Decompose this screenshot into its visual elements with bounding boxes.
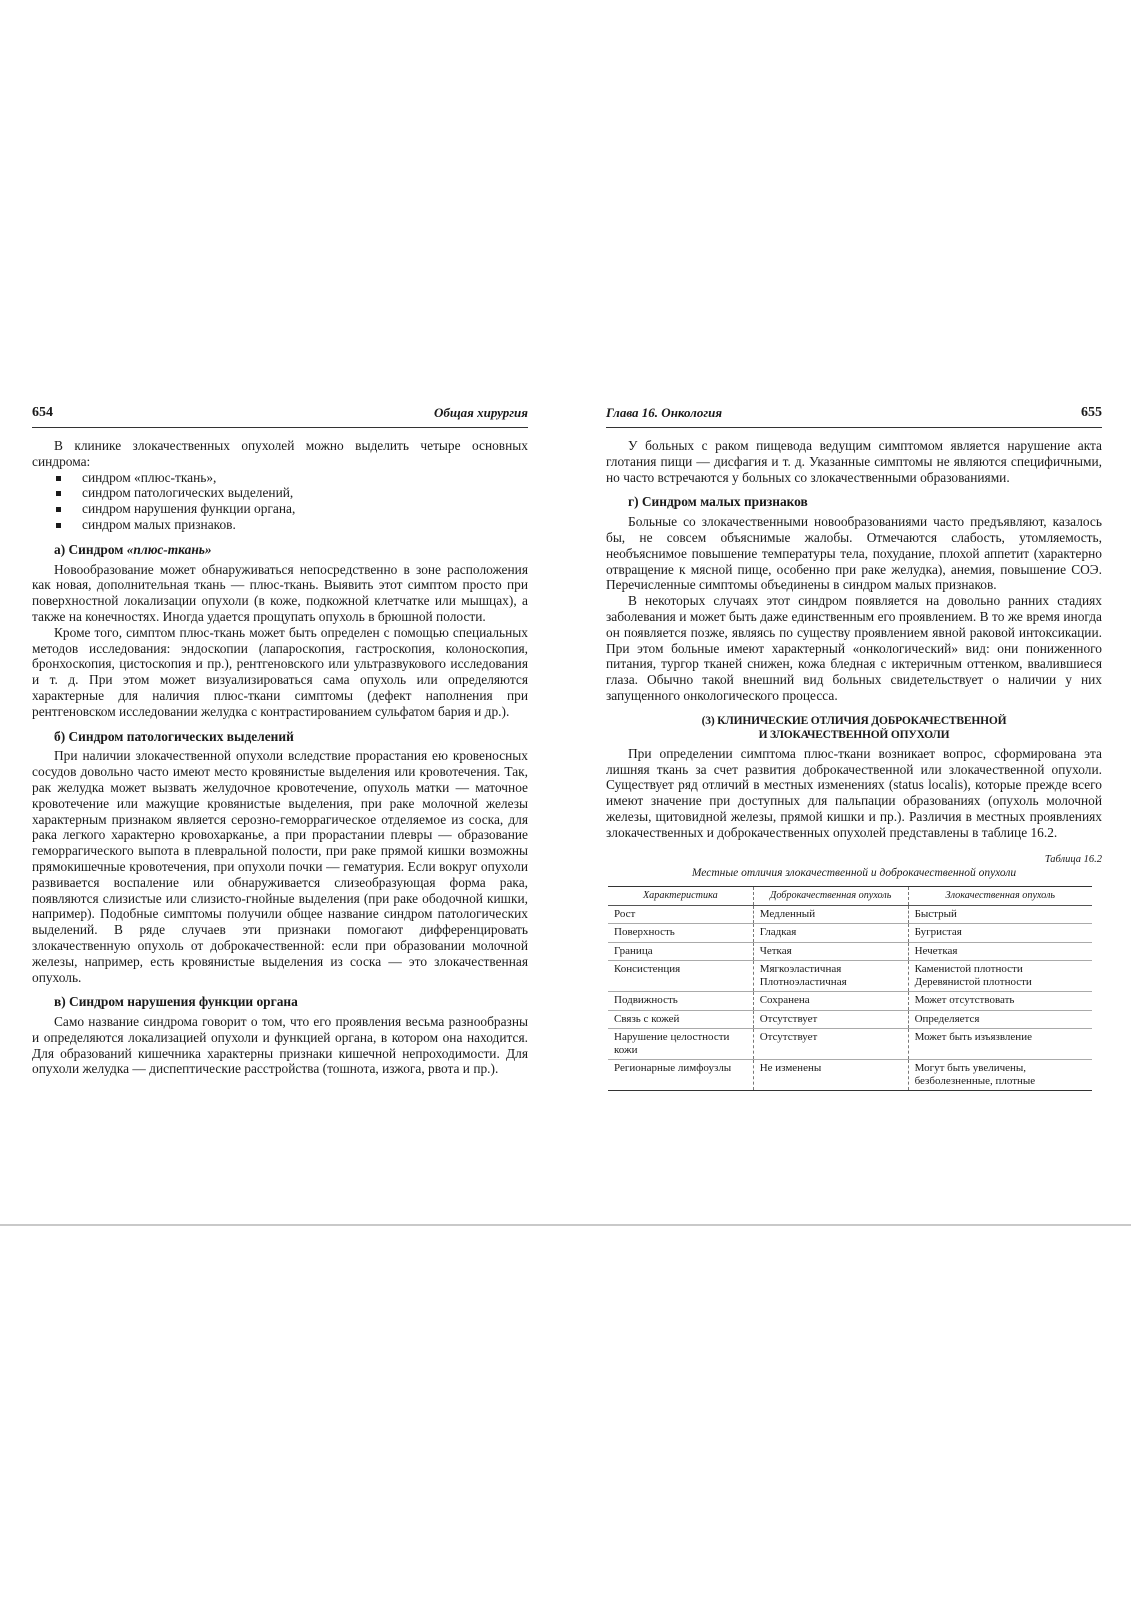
syndrome-list [32,470,528,533]
heading-prefix: а) Синдром [54,541,127,557]
continuation-paragraph: У больных с раком пищевода ведущим симптомом является нарушение акта глотания пищи — дисфагия и т. д. Указанные симптомы не являются специфичными, но часто встречаются у больных со злокачественными образованиями. [606,438,1102,485]
table-row [608,1029,1092,1060]
paragraph: Кроме того, симптом плюс-ткань может быть определен с помощью специальных методов исследования: эндоскопии (лапароскопия, гастроскопия, колоноскопия, бронхоскопия, цистоскопия и пр.), рентгеновского или ультразвукового исследования и т. д. При этом может визуализироваться сама опухоль или определяются характерные для наличия плюс-ткани симптомы (дефект наполнения при рентгеновском исследовании желудка с контрастированием сульфатом бария и др.). [32,624,528,719]
table-cell: Рост [608,905,753,924]
section-heading-3 [606,714,1102,742]
intro-paragraph: В клинике злокачественных опухолей можно выделить четыре основных синдрома: [32,438,528,469]
table-cell: Гладкая [753,924,908,943]
table-cell: Определяется [908,1010,1092,1029]
table-cell: Связь с кожей [608,1010,753,1029]
paragraph: В некоторых случаях этот синдром появляется на довольно ранних стадиях заболевания и может быть даже единственным его проявлением. В то же время иногда он появляется позже, являясь по существу проявлением явной раковой интоксикации. При этом больные имеют характерный «онкологический» вид: они пониженного питания, тургор тканей снижен, кожа бледная с иктеричным оттенком, ввалившиеся глаза. Обычно такой внешний вид больных свидетельствует о наличии у них запущенного онкологического процесса. [606,593,1102,703]
right-page [606,405,1102,1091]
table-cell: Могут быть увеличены, безболезненные, плотные [908,1060,1092,1091]
running-title: Глава 16. Онкология [606,405,723,420]
list-item: синдром малых признаков. [32,517,528,533]
left-running-head [32,405,528,428]
table-cell: Сохранена [753,992,908,1011]
comparison-table [608,886,1092,1092]
running-title: Общая хирургия [433,405,528,420]
paragraph: При определении симптома плюс-ткани возникает вопрос, сформирована эта лишняя ткань за счет развития доброкачественной или злокачественной опухоли. Существует ряд отличий в местных изменениях (status localis), которые прежде всего имеют значение при доступных для пальпации образованиях (опухоль молочной железы, щитовидной железы, прямой кишки и пр.). Различия в местных проявлениях злокачественных и доброкачественных опухолей представлены в таблице 16.2. [606,745,1102,840]
table-row [608,992,1092,1011]
column-header: Доброкачественная опухоль [753,886,908,905]
table-cell: Нарушение целостности кожи [608,1029,753,1060]
table-cell: Консистенция [608,961,753,992]
section-heading-c: в) Синдром нарушения функции органа [54,994,298,1010]
table-row [608,1010,1092,1029]
table-row [608,1060,1092,1091]
table-cell: Нечеткая [908,942,1092,961]
left-page [32,405,528,1077]
heading-line: И ЗЛОКАЧЕСТВЕННОЙ ОПУХОЛИ [758,728,950,741]
table-cell: Регионарные лимфоузлы [614,1062,732,1075]
table-cell: Каменистой плотности Деревянистой плотности [908,961,1092,992]
section-heading-d: г) Синдром малых признаков [628,494,808,510]
table-cell: Мягкоэластичная Плотноэластичная [753,961,908,992]
table-row [608,942,1092,961]
table-cell: Четкая [753,942,908,961]
paragraph: Новообразование может обнаруживаться непосредственно в зоне расположения как новая, дополнительная ткань — плюс-ткань. Выявить этот симптом просто при поверхностной локализации опухоли (в коже, подкожной клетчатке или мышцах), а также на конечностях. Иногда удается прощупать опухоль в брюшной полости. [32,561,528,624]
section-heading-a [32,542,528,558]
page-number: 654 [32,405,53,420]
heading-line: (3) КЛИНИЧЕСКИЕ ОТЛИЧИЯ ДОБРОКАЧЕСТВЕННОЙ [701,714,1007,727]
heading-italic: «плюс-ткань» [126,541,212,557]
table-header-row [608,886,1092,905]
scan-edge-line [0,1224,1131,1226]
right-running-head [606,405,1102,428]
paragraph: Больные со злокачественными новообразованиями часто предъявляют, казалось бы, не совсем объяснимые жалобы. Отмечаются слабость, утомляемость, необъяснимое повышение температуры тела, похудание, плохой аппетит (характерно отвращение к мясной пище, особенно при раке желудка), анемия, повышение СОЭ. Перечисленные симптомы объединены в синдром малых признаков. [606,514,1102,593]
table-cell: Медленный [753,905,908,924]
table-row [608,924,1092,943]
table-cell: Может быть изъязвление [908,1029,1092,1060]
table-cell: Отсутствует [753,1010,908,1029]
table-cell: Отсутствует [753,1029,908,1060]
table-cell: Подвижность [608,992,753,1011]
column-header: Злокачественная опухоль [908,886,1092,905]
table-cell: Граница [608,942,753,961]
column-header: Характеристика [608,886,753,905]
section-heading-b: б) Синдром патологических выделений [54,728,294,744]
list-item: синдром «плюс-ткань», [32,470,528,486]
table-row [608,905,1092,924]
paragraph: Само название синдрома говорит о том, что его проявления весьма разнообразны и определяются локализацией опухоли и функцией органа, в котором она находится. Для образований кишечника характерны признаки кишечной непроходимости. Для опухоли желудка — диспептические расстройства (тошнота, изжога, рвота и пр.). [32,1014,528,1077]
table-number: Таблица 16.2 [1044,853,1102,865]
table-cell: Поверхность [608,924,753,943]
table-cell: Не изменены [753,1060,908,1091]
list-item: синдром патологических выделений, [32,485,528,501]
table-cell: Бугристая [908,924,1092,943]
table-cell: Может отсутствовать [908,992,1092,1011]
table-title: Местные отличия злокачественной и доброкачественной опухоли [691,866,1017,879]
paragraph: При наличии злокачественной опухоли вследствие прорастания ею кровеносных сосудов довольно часто имеют место кровянистые выделения или кровотечения. Так, рак желудка может вызвать желудочное кровотечение, опухоль матки — маточное кровотечение или мажущие кровянистые выделения, при раке молочной железы характерным признаком является серозно-геморрагическое отделяемое из соска, для рака легкого характерно кровохарканье, а при прорастании плевры — образование геморрагического выпота в плевральной полости, при раке прямой кишки возможны прямокишечные кровотечения, при опухоли почки — гематурия. Если вокруг опухоли развивается воспаление или обнаруживается слизеобразующая форма рака, появляются слизистые или слизисто-гнойные выделения (при раке ободочной кишки, например). Подобные симптомы получили общее название синдром патологических выделений. В ряде случаев эти признаки помогают дифференцировать злокачественную опухоль от доброкачественной: если при образовании молочной железы, например, есть кровянистые выделения из соска — это злокачественная опухоль. [32,748,528,985]
table-cell: Быстрый [908,905,1092,924]
table-row [608,961,1092,992]
page-number: 655 [1081,405,1102,420]
list-item: синдром нарушения функции органа, [32,501,528,517]
